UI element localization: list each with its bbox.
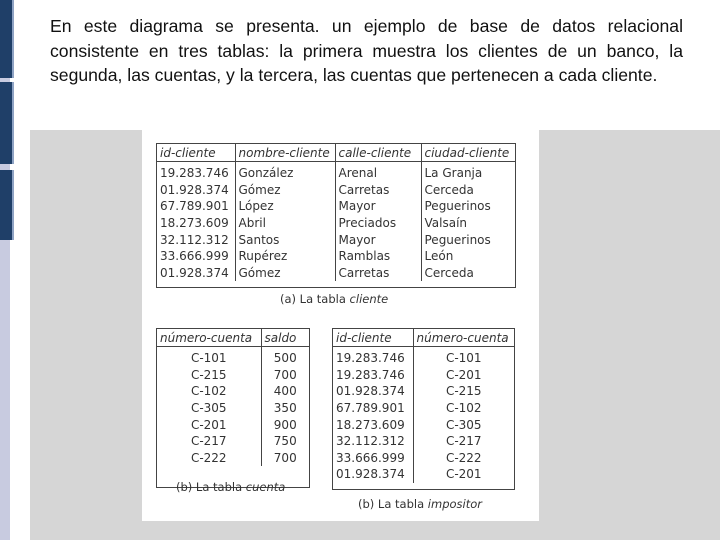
table-row xyxy=(333,367,514,384)
table-cell: González xyxy=(235,162,335,182)
table-cell: 350 xyxy=(273,401,297,416)
left-stripe xyxy=(0,0,10,540)
table-cell: 67.789.901 xyxy=(333,400,413,417)
cuenta-caption xyxy=(176,480,285,494)
decor-bar-3 xyxy=(0,170,14,240)
cliente-caption xyxy=(280,292,388,306)
table-cell: La Granja xyxy=(424,166,483,181)
impositor-caption-name: impositor xyxy=(427,497,482,511)
cliente-header-cell: id-cliente xyxy=(157,144,235,162)
table-row xyxy=(157,450,309,467)
table-cell: C-102 xyxy=(157,383,261,400)
table-cell: Ramblas xyxy=(335,248,421,265)
table-cell: 67.789.901 xyxy=(157,198,235,215)
table-cell: Abril xyxy=(235,215,335,232)
table-cell: C-201 xyxy=(157,416,261,433)
impositor-table-header xyxy=(333,329,514,347)
cuenta-header-cell: saldo xyxy=(261,329,309,347)
impositor-caption-prefix: (b) La tabla xyxy=(358,497,428,511)
cuenta-caption-name: cuenta xyxy=(245,480,286,494)
cuenta-table-header xyxy=(157,329,309,347)
cliente-header-cell: ciudad-cliente xyxy=(421,144,515,162)
table-row xyxy=(333,416,514,433)
decor-bar-2 xyxy=(0,82,14,164)
table-cell: C-222 xyxy=(157,450,261,467)
table-row xyxy=(157,367,309,384)
table-cell: C-217 xyxy=(157,433,261,450)
table-row xyxy=(157,400,309,417)
table-cell: C-101 xyxy=(445,351,482,366)
table-cell: 19.283.746 xyxy=(333,367,413,384)
table-cell: C-201 xyxy=(445,467,482,482)
table-row xyxy=(333,466,514,483)
table-cell: 400 xyxy=(273,384,297,399)
table-cell: Valsaín xyxy=(424,216,468,231)
table-cell: Preciados xyxy=(335,215,421,232)
table-row xyxy=(157,231,515,248)
table-cell: 18.273.609 xyxy=(333,416,413,433)
table-row xyxy=(333,383,514,400)
table-row xyxy=(157,198,515,215)
table-cell: López xyxy=(235,198,335,215)
table-cell: Peguerinos xyxy=(424,232,491,247)
table-cell: C-222 xyxy=(445,450,482,465)
table-row xyxy=(157,416,309,433)
cuenta-table xyxy=(157,329,309,466)
impositor-table xyxy=(333,329,514,483)
cliente-header-cell: calle-cliente xyxy=(335,144,421,162)
table-row xyxy=(157,248,515,265)
cliente-caption-prefix: (a) La tabla xyxy=(280,292,350,306)
table-row xyxy=(333,450,514,467)
table-row xyxy=(333,347,514,367)
table-cell: 01.928.374 xyxy=(333,383,413,400)
table-cell: 33.666.999 xyxy=(333,450,413,467)
decor-bar-1 xyxy=(0,0,14,78)
table-cell: 18.273.609 xyxy=(157,215,235,232)
table-row xyxy=(157,265,515,282)
table-cell: 19.283.746 xyxy=(157,162,235,182)
table-cell: 700 xyxy=(273,367,297,382)
table-row xyxy=(157,347,309,367)
table-cell: Carretas xyxy=(335,265,421,282)
impositor-caption xyxy=(358,497,482,511)
table-row xyxy=(157,433,309,450)
table-cell: C-217 xyxy=(445,434,482,449)
table-cell: 700 xyxy=(273,450,297,465)
table-cell: Gómez xyxy=(235,182,335,199)
table-cell: Rupérez xyxy=(235,248,335,265)
table-cell: Santos xyxy=(235,231,335,248)
table-cell: León xyxy=(424,249,454,264)
table-cell: Gómez xyxy=(235,265,335,282)
table-cell: C-101 xyxy=(157,347,261,367)
table-cell: Cerceda xyxy=(424,182,474,197)
table-cell: Cerceda xyxy=(424,265,474,280)
table-cell: Mayor xyxy=(335,198,421,215)
table-cell: 33.666.999 xyxy=(157,248,235,265)
intro-paragraph: En este diagrama se presenta. un ejemplo de base de datos relacional consistente en tres tablas: la primera muestra los clientes de un banco, la segunda, las cuentas, y la tercera, las cuentas que pertenecen a cada cliente. xyxy=(50,16,683,85)
table-row xyxy=(333,433,514,450)
cliente-table xyxy=(157,144,515,281)
table-row xyxy=(157,182,515,199)
table-row xyxy=(333,400,514,417)
cuenta-header-cell: número-cuenta xyxy=(157,329,261,347)
table-cell: 01.928.374 xyxy=(333,466,413,483)
cliente-table-header xyxy=(157,144,515,162)
table-row xyxy=(157,383,309,400)
table-row xyxy=(157,162,515,182)
table-cell: C-215 xyxy=(157,367,261,384)
table-cell: 32.112.312 xyxy=(157,231,235,248)
table-cell: Arenal xyxy=(335,162,421,182)
cliente-caption-name: cliente xyxy=(349,292,389,306)
table-cell: Peguerinos xyxy=(424,199,491,214)
table-cell: 32.112.312 xyxy=(333,433,413,450)
table-cell: Carretas xyxy=(335,182,421,199)
table-cell: 750 xyxy=(273,434,297,449)
table-cell: C-305 xyxy=(157,400,261,417)
table-cell: C-201 xyxy=(445,367,482,382)
table-cell: C-215 xyxy=(445,384,482,399)
cuenta-caption-prefix: (b) La tabla xyxy=(176,480,246,494)
table-cell: 01.928.374 xyxy=(157,182,235,199)
table-cell: 19.283.746 xyxy=(333,347,413,367)
impositor-header-cell: número-cuenta xyxy=(413,329,514,347)
cliente-header-cell: nombre-cliente xyxy=(235,144,335,162)
table-cell: 900 xyxy=(273,417,297,432)
table-cell: Mayor xyxy=(335,231,421,248)
figure-tables xyxy=(142,126,539,521)
table-cell: C-102 xyxy=(445,401,482,416)
table-row xyxy=(157,215,515,232)
table-cell: 01.928.374 xyxy=(157,265,235,282)
table-cell: C-305 xyxy=(445,417,482,432)
impositor-header-cell: id-cliente xyxy=(333,329,413,347)
table-cell: 500 xyxy=(273,351,297,366)
